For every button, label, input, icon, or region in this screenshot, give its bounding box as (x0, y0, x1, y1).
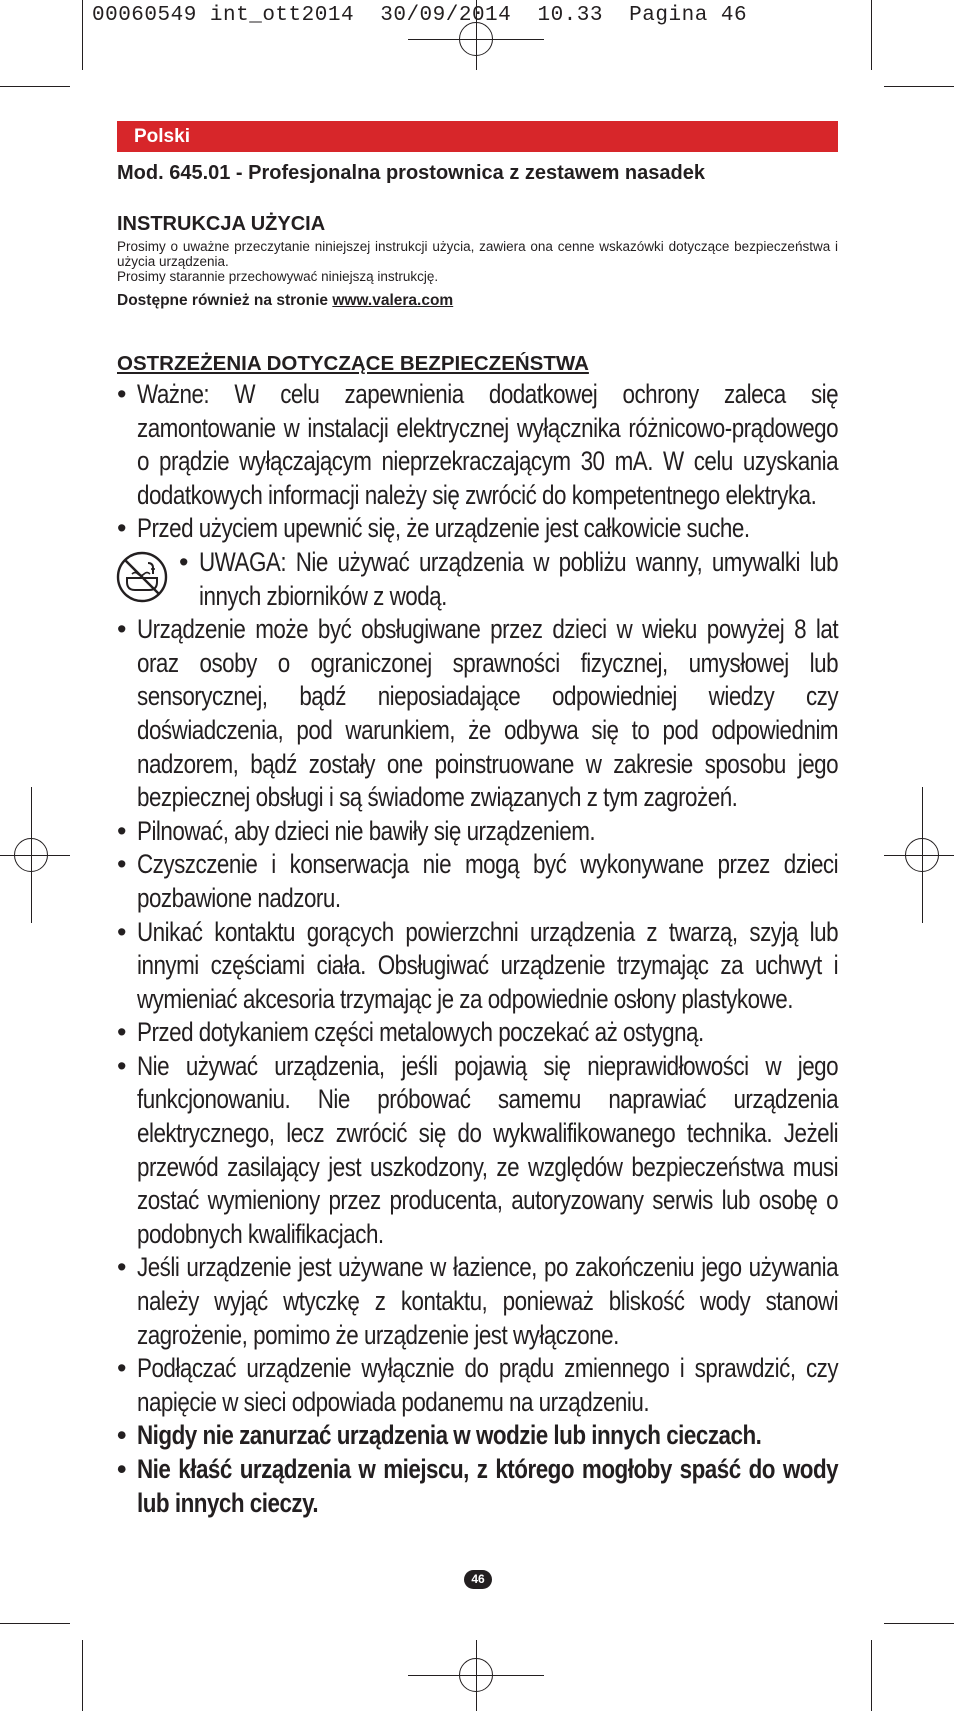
safety-item-emphasis: • Nigdy nie zanurzać urządzenia w wodzie lub innych cieczach. (117, 1419, 838, 1453)
crop-line (871, 1640, 872, 1711)
safety-item: • Ważne: W celu zapewnienia dodatkowej ochrony zaleca się zamontowanie w instalacji elektrycznej wyłącznika różnicowo-prądowego o prądzie wyłączającym nieprzekraczającym 30 mA. W celu uzyskania dodatkowych informacji należy się zwrócić do kompetentnego elektryka. (117, 378, 838, 512)
safety-item-emphasis: • Nie kłaść urządzenia w miejscu, z którego mogłoby spaść do wody lub innych cieczy. (117, 1453, 838, 1520)
safety-item: • UWAGA: Nie używać urządzenia w pobliżu wanny, umywalki lub innych zbiorników z wodą. (117, 546, 838, 613)
page-content (117, 162, 838, 1520)
crop-line (82, 1640, 83, 1711)
safety-item: • Przed użyciem upewnić się, że urządzenie jest całkowicie suche. (117, 512, 838, 546)
crop-registration-mark-icon (905, 838, 939, 872)
safety-item: • Nie używać urządzenia, jeśli pojawią się nieprawidłowości w jego funkcjonowaniu. Nie próbować samemu naprawiać urządzenia elektrycznego, lecz zwrócić się do wykwalifikowanego technika. Jeżeli przewód zasilający jest uszkodzony, ze względów bezpieczeństwa musi zostać wymieniony przez producenta, autoryzowany serwis lub osobę o podobnych kwalifikacjach. (117, 1050, 838, 1252)
safety-item: • Podłączać urządzenie wyłącznie do prądu zmiennego i sprawdzić, czy napięcie w sieci odpowiada podanemu na urządzeniu. (117, 1352, 838, 1419)
intro-text (117, 239, 838, 284)
safety-item: • Urządzenie może być obsługiwane przez dzieci w wieku powyżej 8 lat oraz osoby o ograniczonej sprawności fizycznej, umysłowej lub sensorycznej, bądź nieposiadające odpowiedniej wiedzy czy doświadczenia, pod warunkiem, że odbywa się to pod odpowiednim nadzorem, bądź zostały one poinstruowane w zakresie sposobu jego bezpiecznej obsługi i są świadome związanych z tym zagrożeń. (117, 613, 838, 815)
language-label: Polski (134, 126, 190, 147)
safety-item: • Pilnować, aby dzieci nie bawiły się urządzeniem. (117, 815, 838, 849)
crop-registration-mark-icon (459, 1658, 493, 1692)
availability-prefix: Dostępne również na stronie (117, 292, 333, 309)
website-link[interactable]: www.valera.com (332, 292, 454, 309)
crop-line (884, 86, 954, 87)
instructions-heading: INSTRUKCJA UŻYCIA (117, 213, 326, 235)
crop-registration-mark-icon (459, 22, 493, 56)
page-number: 46 (464, 1570, 492, 1589)
crop-line (0, 86, 70, 87)
crop-line (884, 1623, 954, 1624)
intro-line: Prosimy starannie przechowywać niniejszą instrukcję. (117, 269, 439, 284)
model-title: Mod. 645.01 - Profesjonalna prostownica z zestawem nasadek (117, 162, 705, 184)
safety-list (117, 378, 838, 1520)
crop-line (0, 1623, 70, 1624)
crop-registration-mark-icon (14, 838, 48, 872)
safety-item: • Przed dotykaniem części metalowych poczekać aż ostygną. (117, 1016, 838, 1050)
crop-line (82, 0, 83, 70)
no-bathtub-icon (115, 550, 169, 604)
crop-line (871, 0, 872, 70)
safety-item: • Jeśli urządzenie jest używane w łazience, po zakończeniu jego używania należy wyjąć wtyczkę z kontaktu, ponieważ bliskość wody stanowi zagrożenie, pomimo że urządzenie jest wyłączone. (117, 1251, 838, 1352)
safety-item: • Unikać kontaktu gorących powierzchni urządzenia z twarzą, szyją lub innymi częściami ciała. Obsługiwać urządzenie trzymając za uchwyt i wymieniać akcesoria trzymając je za odpowiednie osłony plastykowe. (117, 916, 838, 1017)
print-slug: 00060549 int_ott2014 30/09/2014 10.33 Pagina 46 (92, 4, 748, 27)
availability-note (117, 292, 838, 310)
language-banner (117, 121, 838, 152)
safety-heading: OSTRZEŻENIA DOTYCZĄCE BEZPIECZEŃSTWA (117, 352, 589, 375)
intro-line: Prosimy o uważne przeczytanie niniejszej instrukcji użycia, zawiera ona cenne wskazówki dotyczące bezpieczeństwa i użycia urządzenia. (117, 239, 838, 269)
safety-item: • Czyszczenie i konserwacja nie mogą być wykonywane przez dzieci pozbawione nadzoru. (117, 848, 838, 915)
